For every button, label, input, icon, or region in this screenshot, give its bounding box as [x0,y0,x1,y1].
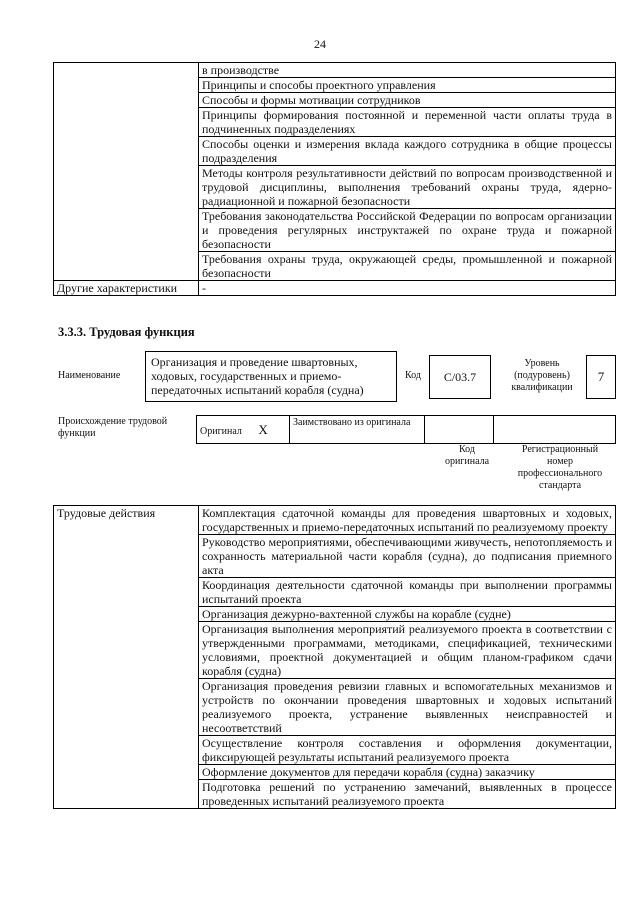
other-characteristics-value: - [199,281,616,296]
knowledge-row: Требования законодательства Российской Федерации по вопросам организации и проведения регулярных инструктажей по охране труда и пожарной безопасности [199,209,616,252]
labor-action-row: Подготовка решений по устранению замечаний, выявленных в процессе проведенных испытаний реализуемого проекта [199,780,616,809]
other-characteristics-label: Другие характеристики [54,281,199,296]
knowledge-table [53,62,616,296]
qualification-level-box: 7 [586,355,616,399]
labor-action-row: Комплектация сдаточной команды для проведения швартовных и ходовых, государственных и приемо-передаточных испытаний по реализуемому проекту [199,506,616,535]
origin-table [196,415,616,444]
registration-number-cell [494,416,616,444]
function-name-box: Организация и проведение швартовных, ходовых, государственных и приемо-передаточных испытаний корабля (судна) [145,351,397,402]
labor-action-row: Организация дежурно-вахтенной службы на корабле (судне) [199,607,616,622]
labor-action-row: Координация деятельности сдаточной команды при выполнении программы испытаний проекта [199,578,616,607]
registration-number-caption: Регистрационный номер профессионального стандарта [517,444,603,491]
page-number: 24 [314,37,326,51]
code-label: Код [405,370,421,381]
knowledge-row: Способы и формы мотивации сотрудников [199,93,616,108]
labor-action-row: Осуществление контроля составления и оформления документации, фиксирующей результаты испытаний реализуемого проекта [199,736,616,765]
name-label: Наименование [58,370,121,381]
knowledge-row: Принципы и способы проектного управления [199,78,616,93]
labor-actions-label: Трудовые действия [54,506,199,809]
knowledge-row: Принципы формирования постоянной и переменной части оплаты труда в подчиненных подразделениях [199,108,616,137]
labor-action-row: Руководство мероприятиями, обеспечивающими живучесть, непотопляемость и сохранность материальной части корабля (судна), до подписания приемного акта [199,535,616,578]
labor-actions-table [53,505,616,809]
original-label: Оригинал [200,425,242,437]
original-cell [197,416,290,444]
knowledge-row: Способы оценки и измерения вклада каждого сотрудника в общие процессы подразделения [199,137,616,166]
borrowed-cell: Заимствовано из оригинала [290,416,425,444]
labor-action-row: Организация выполнения мероприятий реализуемого проекта в соответствии с утвержденными программами, методиками, спецификацией, техническими условиями, проектной документацией и общим планом-графиком сдачи корабля (судна) [199,622,616,679]
original-code-cell [425,416,494,444]
qualification-level-label: Уровень (подуровень) квалификации [511,358,573,393]
knowledge-row: Требования охраны труда, окружающей среды, промышленной и пожарной безопасности [199,252,616,281]
labor-action-row: Организация проведения ревизии главных и вспомогательных механизмов и устройств по окончании проведения швартовных и ходовых испытаний реализуемого проекта, устранение выявленных неисправностей и несоответствий [199,679,616,736]
code-original-caption: Код оригинала [444,444,490,467]
knowledge-label-cell [54,63,199,281]
knowledge-row: Методы контроля результативности действий по вопросам производственной и трудовой дисциплины, выполнения требований охраны труда, ядерно-радиационной и пожарной безопасности [199,166,616,209]
knowledge-row: в производстве [199,63,616,78]
labor-action-row: Оформление документов для передачи корабля (судна) заказчику [199,765,616,780]
origin-label: Происхождение трудовой функции [58,416,168,439]
original-mark: X [258,421,268,437]
section-heading: 3.3.3. Трудовая функция [58,325,195,339]
function-code-box: C/03.7 [429,355,491,399]
